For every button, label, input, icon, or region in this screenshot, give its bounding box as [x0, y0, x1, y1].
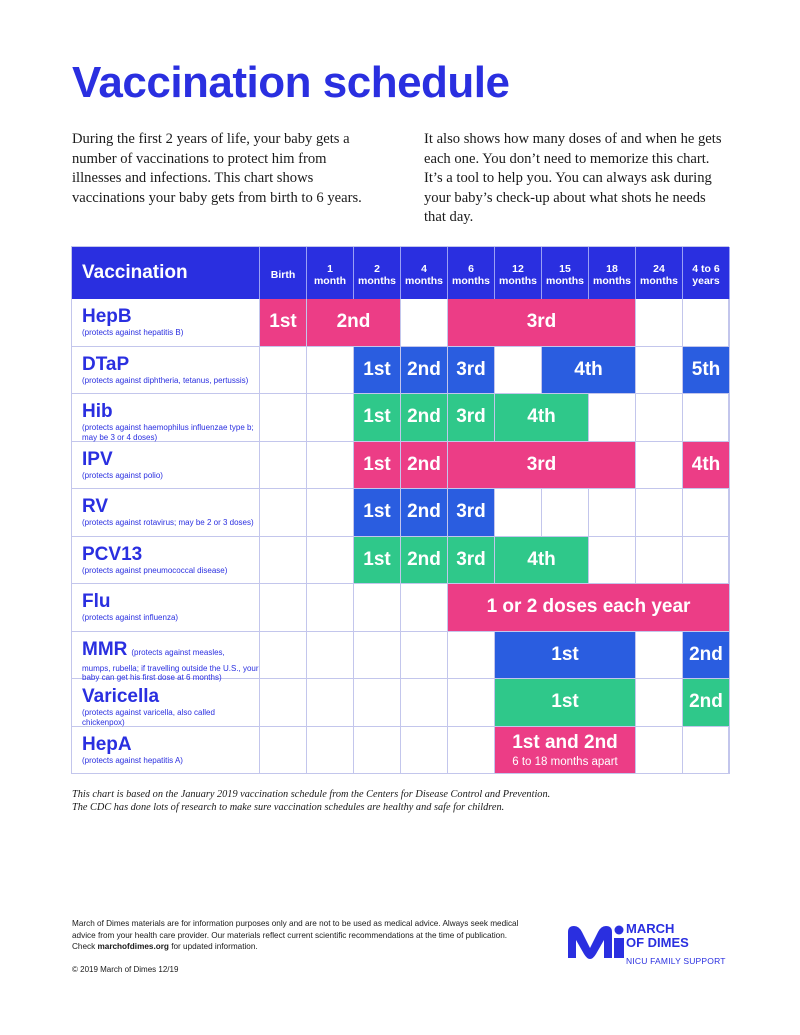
dose-block	[448, 442, 635, 489]
vaccine-row-label	[72, 442, 260, 490]
schedule-cell	[636, 394, 683, 442]
dose-block	[448, 537, 494, 584]
dose-label: 1st	[551, 691, 579, 713]
footnote	[72, 788, 550, 814]
column-header-text: months	[452, 275, 490, 287]
schedule-cell	[307, 347, 354, 395]
vaccine-name-text: HepB	[82, 306, 132, 327]
schedule-cell	[448, 632, 495, 680]
schedule-cell	[260, 632, 307, 680]
vaccine-description: (protects against haemophilus influenzae type b; may be 3 or 4 doses)	[82, 423, 254, 442]
dose-label: 3rd	[526, 453, 557, 475]
column-header	[260, 247, 307, 299]
dose-label: 2nd	[336, 311, 371, 333]
vaccine-description: (protects against hepatitis B)	[82, 328, 184, 337]
schedule-cell	[260, 584, 307, 632]
dose-label: 4th	[527, 406, 556, 428]
header-vaccination-label: Vaccination	[72, 247, 260, 299]
dose-block	[448, 489, 494, 536]
dose-label: 3rd	[456, 548, 486, 570]
website-link[interactable]: marchofdimes.org	[97, 942, 169, 951]
dose-block	[495, 632, 635, 679]
dose-block	[448, 394, 494, 441]
intro-paragraph-left: During the first 2 years of life, your baby gets a number of vaccinations to protect him from illnesses and infections. This chart shows vaccinations your baby gets from birth to 6 years.	[72, 131, 362, 206]
vaccine-row-label	[72, 679, 260, 727]
column-header-text: 4 to 6	[692, 263, 720, 275]
dose-label: 4th	[691, 453, 721, 475]
schedule-cell	[636, 347, 683, 395]
vaccine-name	[82, 402, 259, 422]
schedule-cell	[307, 584, 354, 632]
dose-label: 2nd	[407, 358, 441, 380]
disclaimer	[72, 918, 542, 953]
schedule-cell	[401, 679, 448, 727]
vaccine-row-label	[72, 489, 260, 537]
schedule-cell	[260, 442, 307, 490]
column-header	[448, 247, 495, 299]
vaccine-description: mumps, rubella; if travelling outside the U.S., your baby can get his first dose at 6 months)	[82, 663, 259, 682]
footnote-line-2: The CDC has done lots of research to make sure vaccination schedules are healthy and safe for children.	[72, 802, 505, 813]
dose-block	[683, 347, 729, 394]
vaccine-name	[82, 545, 259, 565]
vaccine-name-text: Varicella	[82, 686, 160, 707]
logo-wordmark	[626, 922, 689, 950]
vaccine-name	[82, 592, 259, 612]
dose-label: 1st	[363, 358, 391, 380]
column-header-text: months	[358, 275, 396, 287]
schedule-cell	[307, 679, 354, 727]
schedule-cell	[307, 394, 354, 442]
dose-block	[495, 679, 635, 726]
schedule-cell	[636, 679, 683, 727]
page-title: Vaccination schedule	[72, 58, 510, 107]
vaccine-name	[82, 355, 259, 375]
schedule-cell	[354, 727, 401, 775]
dose-label: 1st	[363, 548, 391, 570]
vaccine-name-text: PCV13	[82, 543, 143, 565]
dose-block	[307, 299, 400, 346]
dose-label: 1st	[363, 501, 391, 523]
dose-label: 3rd	[526, 311, 557, 333]
dose-block	[260, 299, 306, 346]
column-header-text: Birth	[270, 269, 296, 281]
vaccine-name-text: IPV	[82, 448, 113, 470]
vaccine-description: (protects against varicella, also called chickenpox)	[82, 708, 215, 727]
column-header	[495, 247, 542, 299]
vaccine-description-inline: (protects against measles,	[131, 647, 225, 657]
schedule-cell	[260, 679, 307, 727]
schedule-cell	[307, 632, 354, 680]
column-header-text: 6	[468, 263, 474, 275]
column-header-text: months	[640, 275, 678, 287]
schedule-cell	[683, 299, 730, 347]
vaccine-row-label	[72, 347, 260, 395]
schedule-cell	[683, 489, 730, 537]
column-header-text: 24	[653, 263, 665, 275]
column-header	[589, 247, 636, 299]
column-header-text: 4	[421, 263, 427, 275]
schedule-cell	[636, 537, 683, 585]
vaccine-row-label	[72, 727, 260, 775]
dose-block	[495, 727, 635, 774]
schedule-cell	[636, 299, 683, 347]
column-header-text: months	[405, 275, 443, 287]
column-header-text: 12	[512, 263, 524, 275]
copyright: © 2019 March of Dimes 12/19	[72, 965, 179, 974]
column-header-text: 2	[374, 263, 380, 275]
dose-label: 3rd	[456, 406, 486, 428]
schedule-cell	[260, 394, 307, 442]
dose-label: 2nd	[689, 643, 723, 665]
disclaimer-line-1: March of Dimes materials are for information purposes only and are not to be used as medical advice. Always seek medical	[72, 919, 519, 928]
vaccination-schedule-table	[71, 246, 729, 774]
vaccine-description: (protects against rotavirus; may be 2 or 3 doses)	[82, 518, 254, 527]
dose-block	[354, 442, 400, 489]
logo-line-2: OF DIMES	[626, 935, 689, 950]
dose-label: 1st	[269, 311, 297, 333]
schedule-cell	[401, 299, 448, 347]
dose-block	[683, 442, 729, 489]
schedule-cell	[260, 489, 307, 537]
vaccine-name	[82, 687, 259, 707]
disclaimer-line-2: advice from your health care provider. Our materials reflect current scientific recommendations at the time of publication.	[72, 930, 508, 940]
logo-subtitle: NICU FAMILY SUPPORT	[626, 956, 726, 966]
footnote-line-1: This chart is based on the January 2019 vaccination schedule from the Centers for Disease Control and Prevention.	[72, 789, 551, 800]
dose-sublabel: 6 to 18 months apart	[512, 755, 618, 768]
schedule-cell	[636, 442, 683, 490]
dose-label: 3rd	[456, 358, 486, 380]
dose-block	[354, 347, 400, 394]
column-header-text: 1	[327, 263, 333, 275]
vaccine-description: (protects against diphtheria, tetanus, pertussis)	[82, 375, 249, 385]
dose-block	[401, 347, 447, 394]
vaccine-name-text: Flu	[82, 591, 111, 612]
schedule-cell	[260, 727, 307, 775]
disclaimer-line-3	[72, 941, 542, 953]
dose-block	[401, 442, 447, 489]
column-header	[401, 247, 448, 299]
dose-block	[542, 347, 635, 394]
column-header-text: months	[499, 275, 537, 287]
column-header	[542, 247, 589, 299]
schedule-cell	[307, 727, 354, 775]
vaccine-description: (protects against polio)	[82, 470, 163, 480]
vaccine-name	[82, 497, 259, 517]
dose-label: 3rd	[456, 501, 486, 523]
vaccine-row-label	[72, 299, 260, 347]
vaccine-description: (protects against pneumococcal disease)	[82, 565, 228, 575]
schedule-cell	[354, 584, 401, 632]
schedule-cell	[636, 489, 683, 537]
schedule-cell	[683, 394, 730, 442]
schedule-cell	[589, 489, 636, 537]
dose-label: 1st	[551, 643, 579, 665]
schedule-cell	[354, 679, 401, 727]
dose-block	[401, 537, 447, 584]
dose-block	[683, 632, 729, 679]
dose-label: 2nd	[407, 501, 441, 523]
schedule-cell	[589, 537, 636, 585]
dose-block	[495, 394, 588, 441]
column-header-text: months	[593, 275, 631, 287]
vaccine-description: (protects against hepatitis A)	[82, 755, 183, 765]
schedule-cell	[448, 679, 495, 727]
vaccine-name-text: RV	[82, 496, 109, 517]
vaccine-name	[82, 450, 259, 470]
schedule-cell	[495, 347, 542, 395]
schedule-cell	[401, 584, 448, 632]
vaccine-row-label	[72, 394, 260, 442]
schedule-cell	[260, 347, 307, 395]
dose-label: 2nd	[407, 548, 441, 570]
vaccine-name	[82, 640, 259, 663]
vaccine-name	[82, 735, 259, 755]
schedule-cell	[260, 537, 307, 585]
schedule-cell	[307, 537, 354, 585]
dose-block	[683, 679, 729, 726]
logo-line-1: MARCH	[626, 921, 675, 936]
column-header-text: 15	[559, 263, 571, 275]
schedule-cell	[683, 727, 730, 775]
schedule-cell	[683, 537, 730, 585]
schedule-cell	[307, 442, 354, 490]
dose-block	[495, 537, 588, 584]
dose-block	[354, 537, 400, 584]
dose-label: 2nd	[689, 691, 723, 713]
vaccine-row-label	[72, 537, 260, 585]
dose-block	[448, 584, 729, 631]
vaccine-row-label	[72, 632, 260, 680]
dose-label: 4th	[574, 358, 603, 380]
vaccine-name-text: HepA	[82, 733, 132, 755]
schedule-cell	[495, 489, 542, 537]
schedule-cell	[354, 632, 401, 680]
column-header-text: 18	[606, 263, 618, 275]
dose-block	[401, 394, 447, 441]
schedule-cell	[448, 727, 495, 775]
schedule-cell	[401, 727, 448, 775]
column-header	[636, 247, 683, 299]
column-header-text: months	[546, 275, 584, 287]
dose-label: 1st	[363, 453, 391, 475]
schedule-cell	[589, 394, 636, 442]
vaccine-name-text: MMR	[82, 638, 128, 660]
disclaimer-text: for updated information.	[168, 942, 258, 951]
dose-label: 5th	[691, 358, 721, 380]
schedule-cell	[636, 727, 683, 775]
dose-block	[448, 299, 635, 346]
dose-block	[448, 347, 494, 394]
vaccine-name-text: DTaP	[82, 353, 130, 375]
vaccine-row-label	[72, 584, 260, 632]
schedule-cell	[542, 489, 589, 537]
schedule-cell	[401, 632, 448, 680]
dose-label: 1st	[363, 406, 391, 428]
column-header	[683, 247, 730, 299]
column-header-text: years	[692, 275, 720, 287]
dose-block	[354, 394, 400, 441]
intro-paragraph-right: It also shows how many doses of and when he gets each one. You don’t need to memorize this chart. It’s a tool to help you. You can always ask during your baby’s check-up about what shots he needs that day.	[424, 131, 722, 225]
schedule-cell	[307, 489, 354, 537]
vaccine-name-text: Hib	[82, 401, 113, 422]
column-header-text: month	[313, 275, 347, 287]
dose-block	[354, 489, 400, 536]
dose-label: 2nd	[407, 453, 441, 475]
dose-block	[401, 489, 447, 536]
vaccine-name	[82, 307, 259, 327]
disclaimer-text: Check	[72, 942, 98, 951]
column-header	[354, 247, 401, 299]
vaccine-description: (protects against influenza)	[82, 613, 179, 622]
schedule-cell	[636, 632, 683, 680]
dose-label: 4th	[527, 548, 556, 570]
dose-label: 1st and 2nd	[512, 731, 618, 753]
column-header	[307, 247, 354, 299]
dose-label: 1 or 2 doses each year	[486, 596, 691, 618]
dose-label: 2nd	[407, 406, 441, 428]
